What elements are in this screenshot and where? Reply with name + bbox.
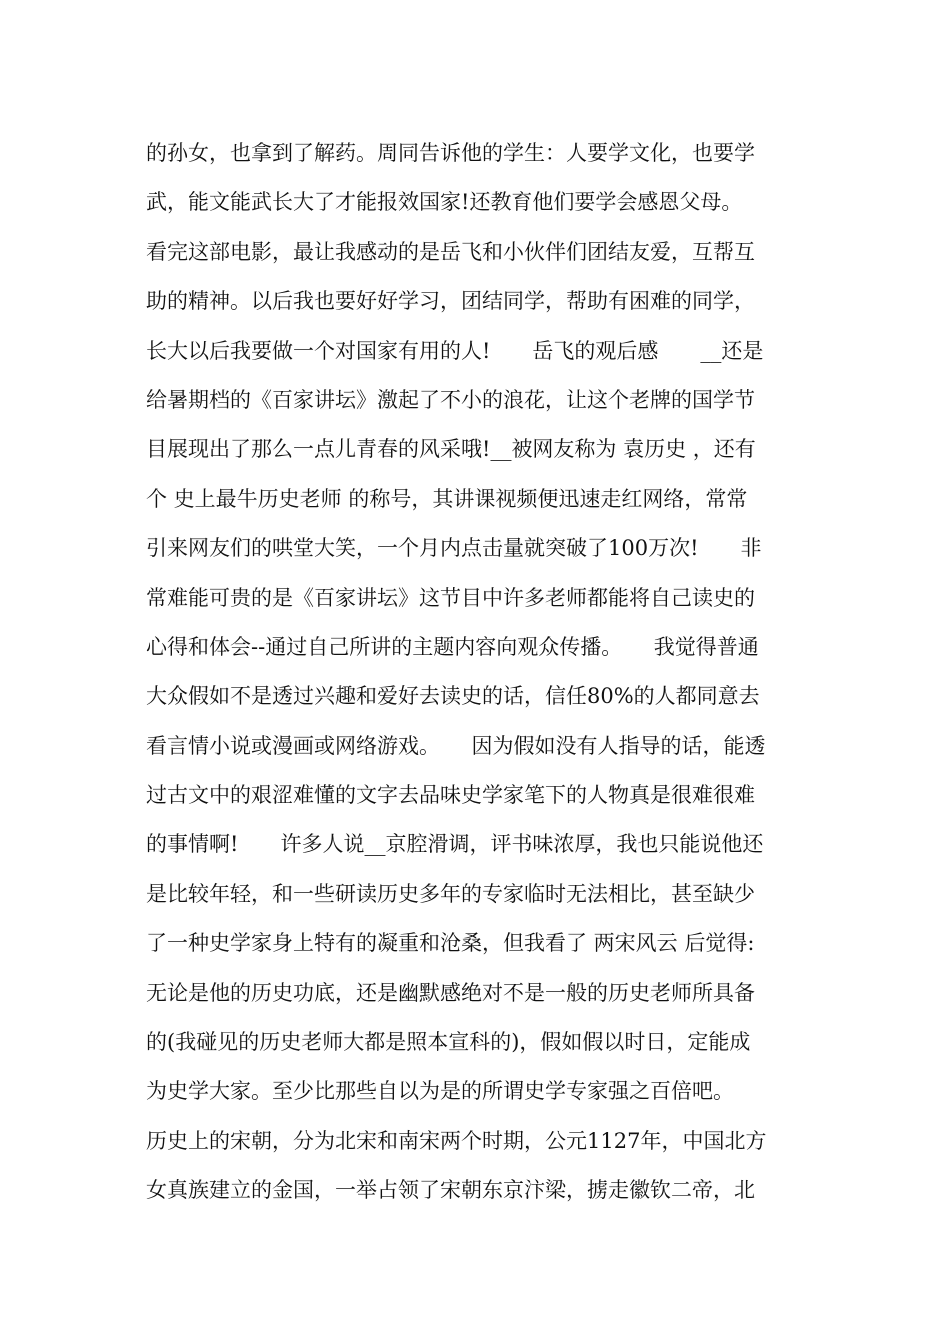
text-line: 的孙女，也拿到了解药。周同告诉他的学生：人要学文化，也要学 xyxy=(146,141,755,165)
text-line: 给暑期档的《百家讲坛》激起了不小的浪花，让这个老牌的国学节 xyxy=(146,387,755,412)
text-line: 大众假如不是透过兴趣和爱好去读史的话，信任80%的人都同意去 xyxy=(146,684,760,709)
text-line: 了一种史学家身上特有的凝重和沧桑，但我看了 两宋风云 后觉得: xyxy=(146,931,755,956)
text-line: 武，能文能武长大了才能报效国家!还教育他们要学会感恩父母。 xyxy=(146,190,743,215)
text-line: 是比较年轻，和一些研读历史多年的专家临时无法相比，甚至缺少 xyxy=(146,881,755,906)
document-body-text xyxy=(146,129,826,1216)
text-line: 看言情小说或漫画或网络游戏。 因为假如没有人指导的话，能透 xyxy=(146,733,766,758)
text-line: 长大以后我要做一个对国家有用的人! 岳飞的观后感 __还是 xyxy=(146,338,764,363)
text-line: 的事情啊! 许多人说__京腔滑调，评书味浓厚，我也只能说他还 xyxy=(146,832,764,857)
text-line: 过古文中的艰涩难懂的文字去品味史学家笔下的人物真是很难很难 xyxy=(146,783,755,808)
text-line: 心得和体会--通过自己所讲的主题内容向观众传播。 我觉得普通 xyxy=(146,634,759,659)
text-line: 常难能可贵的是《百家讲坛》这节目中许多老师都能将自己读史的 xyxy=(146,585,755,610)
text-line: 的(我碰见的历史老师大都是照本宣科的)，假如假以时日，定能成 xyxy=(146,1030,751,1055)
text-line: 助的精神。以后我也要好好学习，团结同学，帮助有困难的同学， xyxy=(146,289,755,314)
text-line: 为史学大家。至少比那些自以为是的所谓史学专家强之百倍吧。 xyxy=(146,1079,734,1104)
text-line: 目展现出了那么一点儿青春的风采哦!__被网友称为 袁历史 ，还有 xyxy=(146,437,756,462)
text-line: 引来网友们的哄堂大笑，一个月内点击量就突破了100万次! 非 xyxy=(146,536,762,561)
text-line: 女真族建立的金国，一举占领了宋朝东京汴梁，掳走徽钦二帝，北 xyxy=(146,1178,755,1203)
text-line: 历史上的宋朝，分为北宋和南宋两个时期，公元1127年，中国北方 xyxy=(146,1128,767,1153)
text-line: 无论是他的历史功底，还是幽默感绝对不是一般的历史老师所具备 xyxy=(146,980,755,1005)
text-line: 看完这部电影，最让我感动的是岳飞和小伙伴们团结友爱，互帮互 xyxy=(146,239,755,264)
text-line: 个 史上最牛历史老师 的称号，其讲课视频便迅速走红网络，常常 xyxy=(146,486,748,511)
